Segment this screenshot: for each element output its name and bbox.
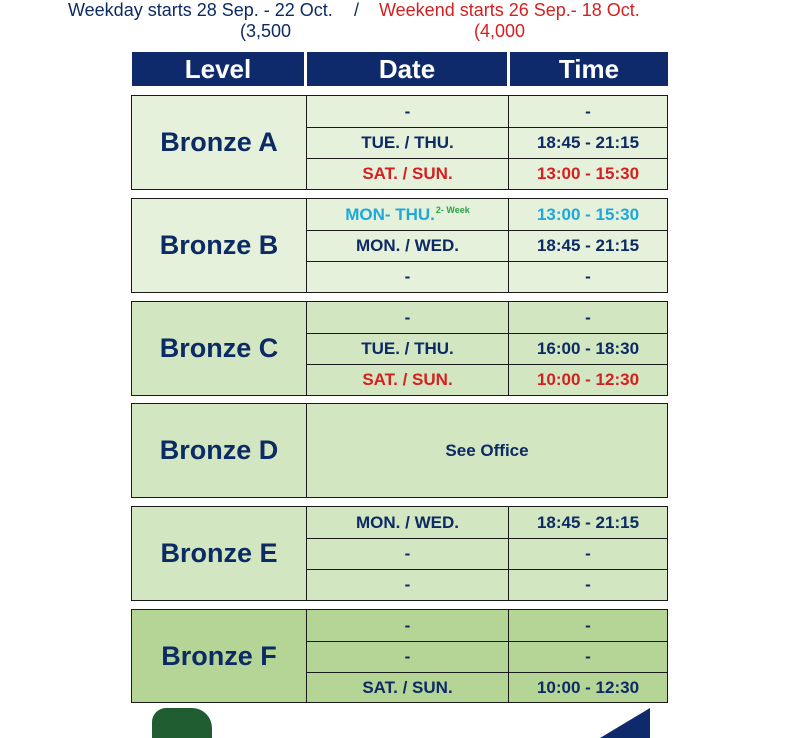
time-cell: 13:00 - 15:30 [536, 204, 640, 224]
time-cell: 16:00 - 18:30 [536, 339, 640, 358]
date-cell: MON. / WED. [307, 507, 509, 538]
time-cell: - [585, 101, 591, 121]
time-cell: 10:00 - 12:30 [536, 678, 640, 697]
schedule-row [307, 507, 667, 538]
cropped-logo-shape [152, 708, 212, 738]
schedule-row [307, 158, 667, 189]
schedule-row [307, 641, 667, 672]
column-header-level: Level [132, 52, 304, 86]
see-office-note: See Office [445, 440, 529, 460]
time-cell: 10:00 - 12:30 [536, 370, 640, 389]
level-name: Bronze A [132, 96, 307, 189]
schedule-row [307, 672, 667, 703]
cropped-arrow-shape [600, 708, 650, 738]
date-cell: - [307, 539, 509, 569]
level-name: Bronze E [132, 507, 307, 600]
schedule-row [307, 96, 667, 127]
column-header-time: Time [510, 52, 668, 86]
date-cell: TUE. / THU. [307, 128, 509, 158]
level-name: Bronze F [132, 610, 307, 702]
level-block-bronze-e [131, 506, 668, 601]
schedule-row [307, 199, 667, 230]
date-cell: - [307, 302, 509, 333]
date-text: MON- THU. [345, 204, 435, 224]
date-cell: TUE. / THU. [307, 334, 509, 364]
date-cell: SAT. / SUN. [307, 673, 509, 703]
level-name: Bronze C [132, 302, 307, 395]
level-block-bronze-c [131, 301, 668, 396]
schedule-row [307, 538, 667, 569]
weekend-start-text: Weekend starts 26 Sep.- 18 Oct. [379, 0, 640, 20]
date-cell [307, 199, 509, 230]
time-cell: 18:45 - 21:15 [536, 133, 640, 152]
time-cell: - [585, 647, 591, 666]
time-cell: - [585, 307, 591, 327]
date-cell: - [307, 642, 509, 672]
time-cell: 18:45 - 21:15 [536, 512, 640, 532]
date-cell: - [307, 262, 509, 292]
level-block-bronze-f [131, 609, 668, 703]
schedule-row [307, 230, 667, 261]
column-header-date: Date [307, 52, 507, 86]
weekend-price: (4,000 [474, 21, 526, 41]
level-block-bronze-a [131, 95, 668, 190]
separator: / [354, 0, 360, 20]
time-cell: - [585, 615, 591, 635]
time-cell: - [585, 267, 591, 286]
date-cell: SAT. / SUN. [307, 159, 509, 189]
time-cell: - [585, 575, 591, 594]
level-block-bronze-d [131, 403, 668, 498]
schedule-row [307, 302, 667, 333]
time-cell: - [585, 544, 591, 563]
date-cell: SAT. / SUN. [307, 365, 509, 395]
weekday-start-text: Weekday starts 28 Sep. - 22 Oct. [68, 0, 333, 20]
weekday-price: (3,500 [240, 21, 292, 41]
schedule-row [307, 364, 667, 395]
level-block-bronze-b [131, 198, 668, 293]
time-cell: 13:00 - 15:30 [536, 164, 640, 183]
schedule-row [307, 127, 667, 158]
time-cell: 18:45 - 21:15 [536, 236, 640, 255]
level-name: Bronze B [132, 199, 307, 292]
schedule-row [307, 569, 667, 600]
date-cell: MON. / WED. [307, 231, 509, 261]
schedule-row [307, 333, 667, 364]
schedule-row [307, 610, 667, 641]
duration-note: 2- Week [435, 204, 470, 215]
date-cell: - [307, 610, 509, 641]
schedule-row [307, 261, 667, 292]
date-cell: - [307, 570, 509, 600]
date-cell: - [307, 96, 509, 127]
level-name: Bronze D [132, 404, 307, 497]
